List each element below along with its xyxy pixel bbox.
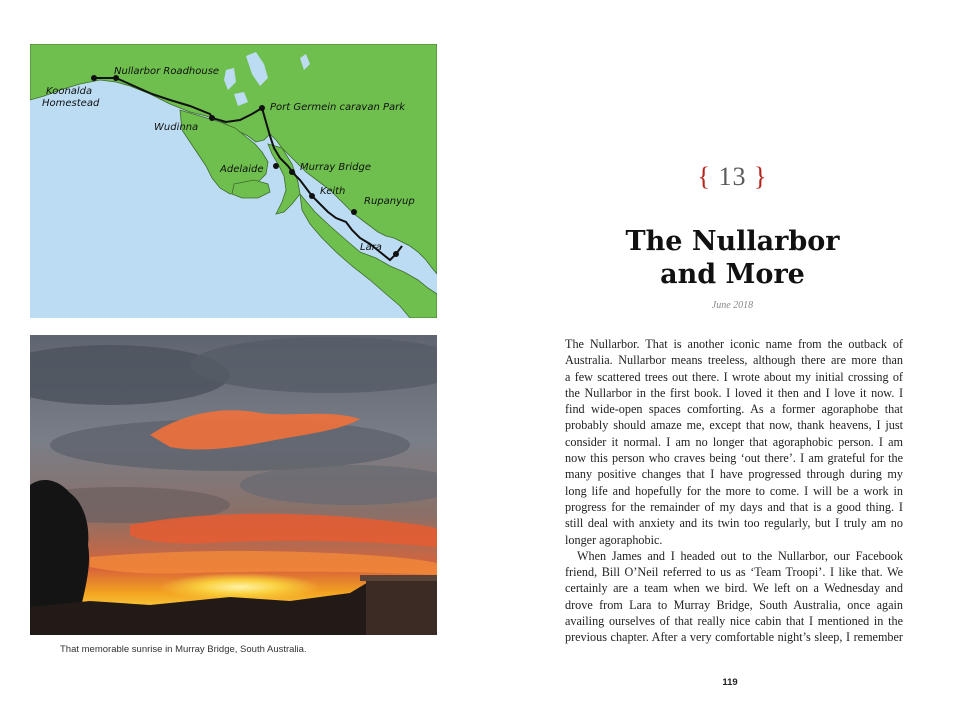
body-line: Australia. Nullarbor means treeless, although there are more than [565, 353, 903, 368]
map-label-adelaide: Adelaide [220, 164, 264, 175]
chapter-title [580, 225, 885, 291]
sunrise-photo [30, 335, 437, 635]
body-text [565, 336, 903, 646]
map-svg [30, 44, 437, 318]
body-line: availing ourselves of that really nice cabin that I mentioned in the [565, 614, 903, 629]
photo-sun [160, 573, 320, 601]
body-line: When James and I headed out to the Nullarbor, our Facebook [577, 548, 903, 563]
photo-building [366, 579, 437, 635]
map-point-adelaide [273, 163, 279, 169]
map-point-murray-bridge [289, 169, 295, 175]
map-label-murray-bridge: Murray Bridge [300, 162, 372, 173]
body-line: drove from Lara to Murray Bridge, South Australia, once again [565, 597, 903, 612]
body-line: now this person who craves being ‘out there’. I am grateful for the [565, 451, 903, 466]
map-label-lara: Lara [360, 242, 382, 253]
photo-roof-edge [360, 575, 437, 581]
body-line: consider it normal. I am no longer that agoraphobic person. I am [565, 434, 903, 449]
map-label-keith: Keith [320, 186, 346, 197]
chapter-brace-open: { [697, 162, 711, 191]
body-line: progress for the remainder of my days and that is a good thing. I [565, 499, 903, 514]
map-label-wudinna: Wudinna [154, 122, 199, 133]
body-line: many positive changes that I have progressed through during my [565, 467, 903, 482]
chapter-title-line2: and More [660, 259, 805, 290]
photo-caption: That memorable sunrise in Murray Bridge, South Australia. [60, 644, 307, 655]
map-point-rupanyup [351, 209, 357, 215]
body-line: friend, Bill O’Neil referred to us as ‘Team Troopi’. I like that. We [565, 565, 903, 580]
sunrise-photo-svg [30, 335, 437, 635]
body-line: certainly are a team when we bird. We left on a Wednesday and [565, 581, 903, 596]
map-point-koonalda [91, 75, 97, 81]
map-label-rupanyup: Rupanyup [364, 196, 415, 207]
page-number: 119 [722, 677, 738, 688]
body-line: previous chapter. After a very comfortable night’s sleep, I remember [565, 630, 903, 645]
body-line: the Nullarbor in the first book. I loved it then and I love it now. I [565, 385, 903, 400]
map-label-port-germein: Port Germein caravan Park [270, 102, 406, 113]
map-label-koonalda-2: Homestead [42, 98, 100, 109]
map-point-lara [393, 251, 399, 257]
map-point-keith [309, 193, 315, 199]
body-line: The Nullarbor. That is another iconic name from the outback of [565, 337, 903, 351]
chapter-number-value: 13 [718, 162, 747, 191]
body-line: longer agoraphobic. [565, 532, 663, 547]
chapter-brace-close: } [754, 162, 768, 191]
map-label-nullarbor-roadhouse: Nullarbor Roadhouse [114, 66, 220, 77]
body-line: a few scattered trees out there. I wrote about my initial crossing of [565, 369, 903, 384]
body-line: find wide-open spaces comforting. As a former agoraphobe that [565, 402, 903, 417]
body-line: long life and hopefully for the more to come. I will be a work in [565, 483, 903, 498]
body-line: still deal with anxiety and its twin too regularly, but I truly am no [565, 516, 903, 531]
chapter-title-line1: The Nullarbor [625, 226, 840, 257]
chapter-date: June 2018 [711, 300, 754, 311]
route-map [30, 44, 437, 318]
body-line: probably should amaze me, except that now, thank heavens, I just [565, 418, 903, 433]
map-point-wudinna [209, 115, 215, 121]
chapter-number [610, 162, 855, 192]
map-label-koonalda-1: Koonalda [46, 86, 93, 97]
map-point-port-germein [259, 105, 265, 111]
